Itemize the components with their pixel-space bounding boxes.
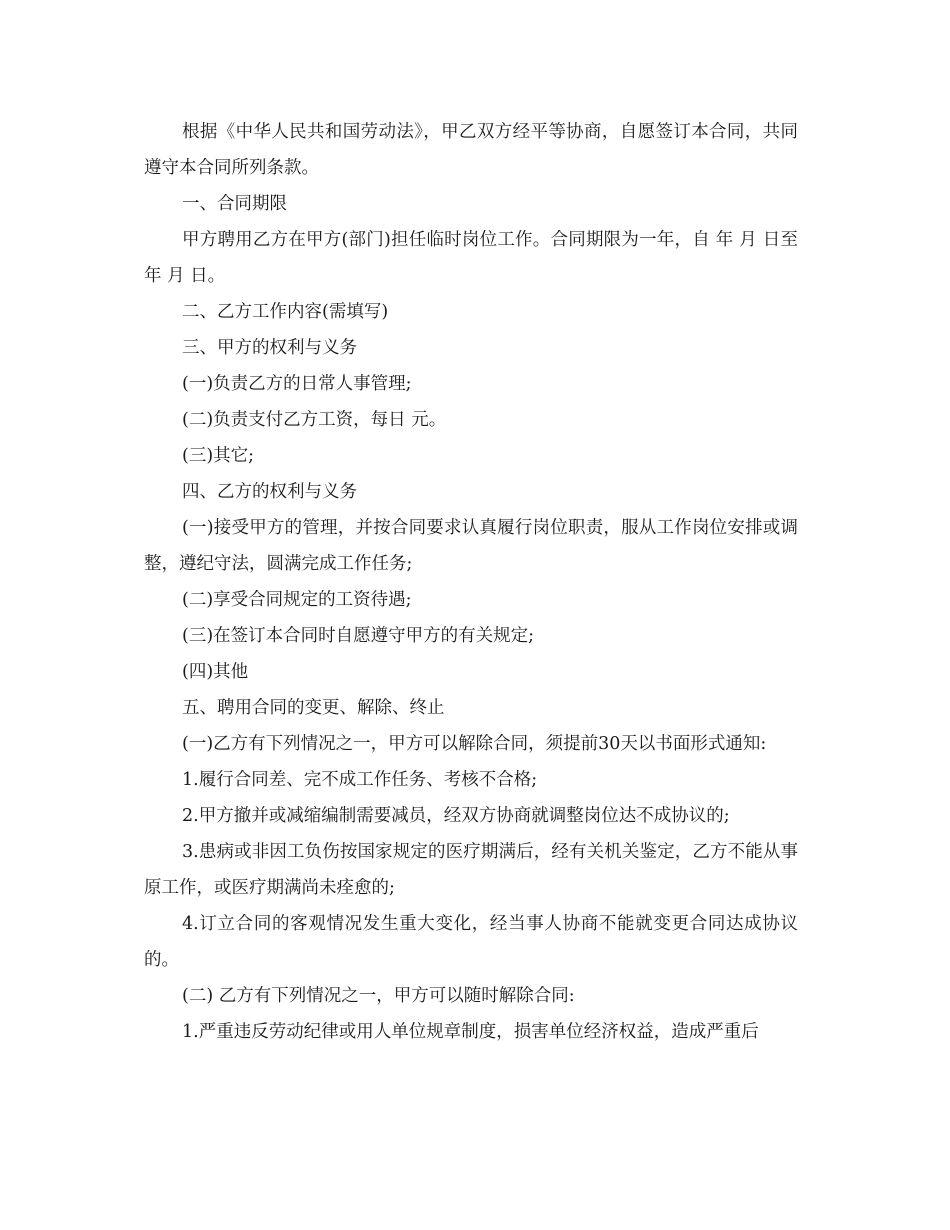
list-item: 3.患病或非因工负伤按国家规定的医疗期满后，经有关机关鉴定，乙方不能从事原工作，或医疗期满尚未痊愈的; (144, 842, 798, 898)
list-item: (一)负责乙方的日常人事管理; (182, 374, 412, 394)
paragraph-contract-term: 甲方聘用乙方在甲方(部门)担任临时岗位工作。合同期限为一年，自 年 月 日至 年 月 日。 (144, 230, 798, 286)
heading-contract-change: 五、聘用合同的变更、解除、终止 (182, 698, 445, 718)
document-body (144, 114, 798, 1050)
list-item: (三)在签订本合同时自愿遵守甲方的有关规定; (182, 626, 535, 646)
list-item: (一)乙方有下列情况之一，甲方可以解除合同，须提前30天以书面形式通知: (182, 734, 767, 754)
list-item: (四)其他 (182, 662, 249, 682)
list-item: 1.严重违反劳动纪律或用人单位规章制度，损害单位经济权益，造成严重后 (182, 1022, 759, 1042)
list-item: 4.订立合同的客观情况发生重大变化，经当事人协商不能就变更合同达成协议的。 (144, 914, 798, 970)
paragraph-preamble: 根据《中华人民共和国劳动法》，甲乙双方经平等协商，自愿签订本合同，共同遵守本合同所列条款。 (144, 122, 798, 178)
list-item: (二)享受合同规定的工资待遇; (182, 590, 412, 610)
list-item: 2.甲方撤并或减缩编制需要减员，经双方协商就调整岗位达不成协议的; (182, 806, 730, 826)
heading-contract-term: 一、合同期限 (182, 194, 287, 214)
list-item: 1.履行合同差、完不成工作任务、考核不合格; (182, 770, 538, 790)
heading-work-content: 二、乙方工作内容(需填写) (182, 302, 389, 322)
list-item: (一)接受甲方的管理，并按合同要求认真履行岗位职责，服从工作岗位安排或调整，遵纪守法，圆满完成工作任务; (144, 518, 798, 574)
list-item: (二) 乙方有下列情况之一，甲方可以随时解除合同: (182, 986, 575, 1006)
list-item: (三)其它; (182, 446, 255, 466)
heading-party-a-rights: 三、甲方的权利与义务 (182, 338, 357, 358)
list-item: (二)负责支付乙方工资，每日 元。 (182, 410, 447, 430)
heading-party-b-rights: 四、乙方的权利与义务 (182, 482, 357, 502)
